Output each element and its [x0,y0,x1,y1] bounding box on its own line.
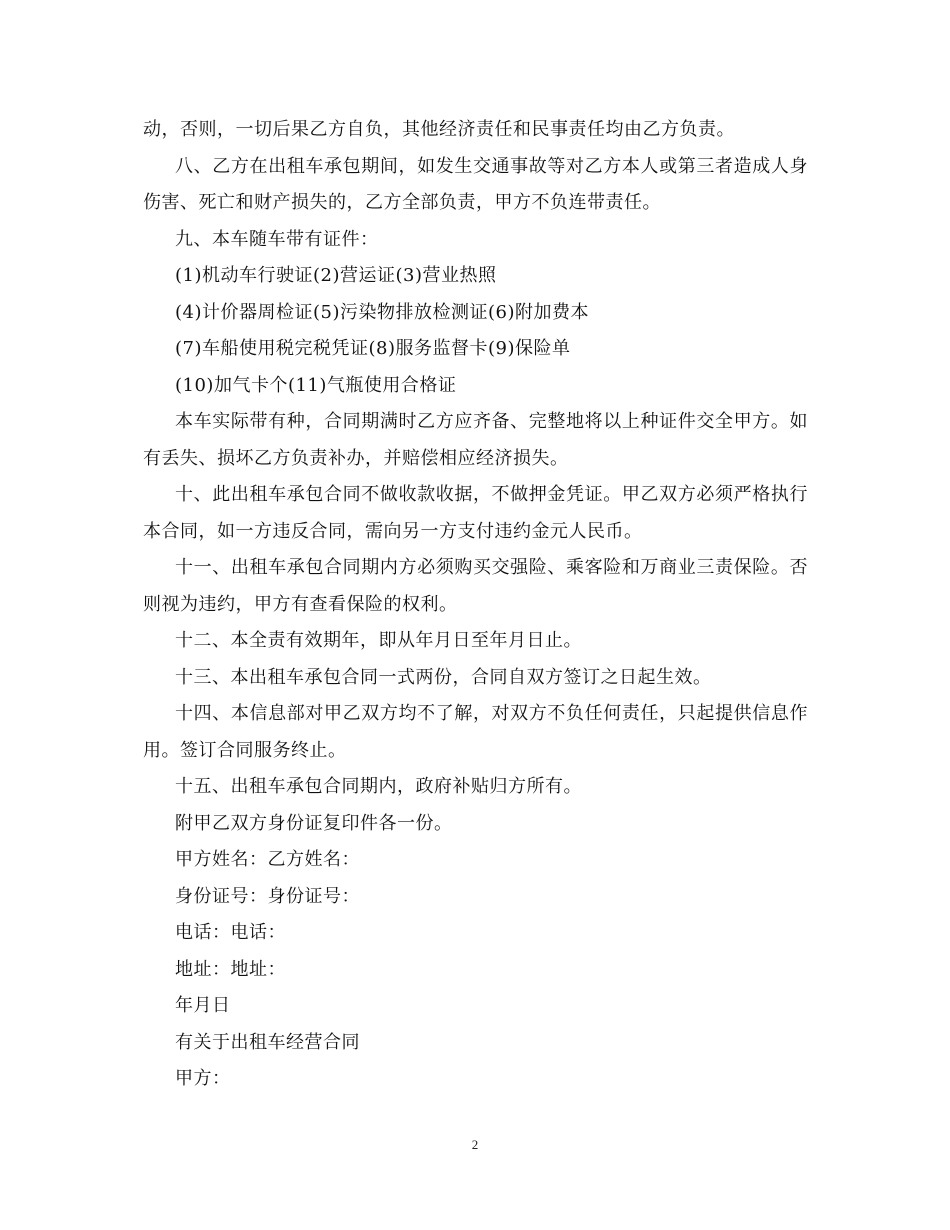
next-contract-party-a: 甲方： [175,1068,231,1089]
paragraph-clause-10: 十、此出租车承包合同不做收款收据，不做押金凭证。甲乙双方必须严格执行本合同，如一方违反合同，需向另一方支付违约金元人民币。 [143,484,808,542]
paragraph-clause-14: 十四、本信息部对甲乙双方均不了解，对双方不负任何责任，只起提供信息作用。签订合同服务终止。 [143,703,808,761]
page-number: 2 [471,1137,479,1152]
paragraph-documents-line-4: (10)加气卡个(11)气瓶使用合格证 [175,374,457,396]
signature-name-line: 甲方姓名：乙方姓名： [175,849,360,870]
signature-date-line: 年月日 [175,995,231,1016]
paragraph-clause-15: 十五、出租车承包合同期内，政府补贴归方所有。 [175,776,582,797]
paragraph-clause-12: 十二、本全责有效期年，即从年月日至年月日止。 [175,630,582,651]
signature-phone-line: 电话：电话： [175,922,286,943]
paragraph-documents-line-2: (4)计价器周检证(5)污染物排放检测证(6)附加费本 [175,301,589,323]
document-body [143,112,808,1098]
next-contract-title: 有关于出租车经营合同 [175,1031,360,1053]
paragraph-clause-7-continuation: 动，否则，一切后果乙方自负，其他经济责任和民事责任均由乙方负责。 [143,119,735,140]
paragraph-clause-13: 十三、本出租车承包合同一式两份，合同自双方签订之日起生效。 [175,666,712,688]
paragraph-documents-line-1: (1)机动车行驶证(2)营运证(3)营业热照 [175,265,497,286]
paragraph-clause-11: 十一、出租车承包合同期内方必须购买交强险、乘客险和万商业三责保险。否则视为违约，甲方有查看保险的权利。 [143,557,808,615]
paragraph-attachment-note: 附甲乙双方身份证复印件各一份。 [175,812,453,834]
signature-address-line: 地址：地址： [175,958,286,980]
paragraph-clause-9-heading: 九、本车随车带有证件： [175,228,379,250]
paragraph-clause-8: 八、乙方在出租车承包期间，如发生交通事故等对乙方本人或第三者造成人身伤害、死亡和财产损失的，乙方全部负责，甲方不负连带责任。 [143,155,808,213]
signature-id-line: 身份证号：身份证号： [175,885,360,907]
paragraph-documents-line-3: (7)车船使用税完税凭证(8)服务监督卡(9)保险单 [175,338,571,359]
paragraph-documents-note: 本车实际带有种，合同期满时乙方应齐备、完整地将以上种证件交全甲方。如有丢失、损坏乙方负责补办，并赔偿相应经济损失。 [143,411,808,469]
